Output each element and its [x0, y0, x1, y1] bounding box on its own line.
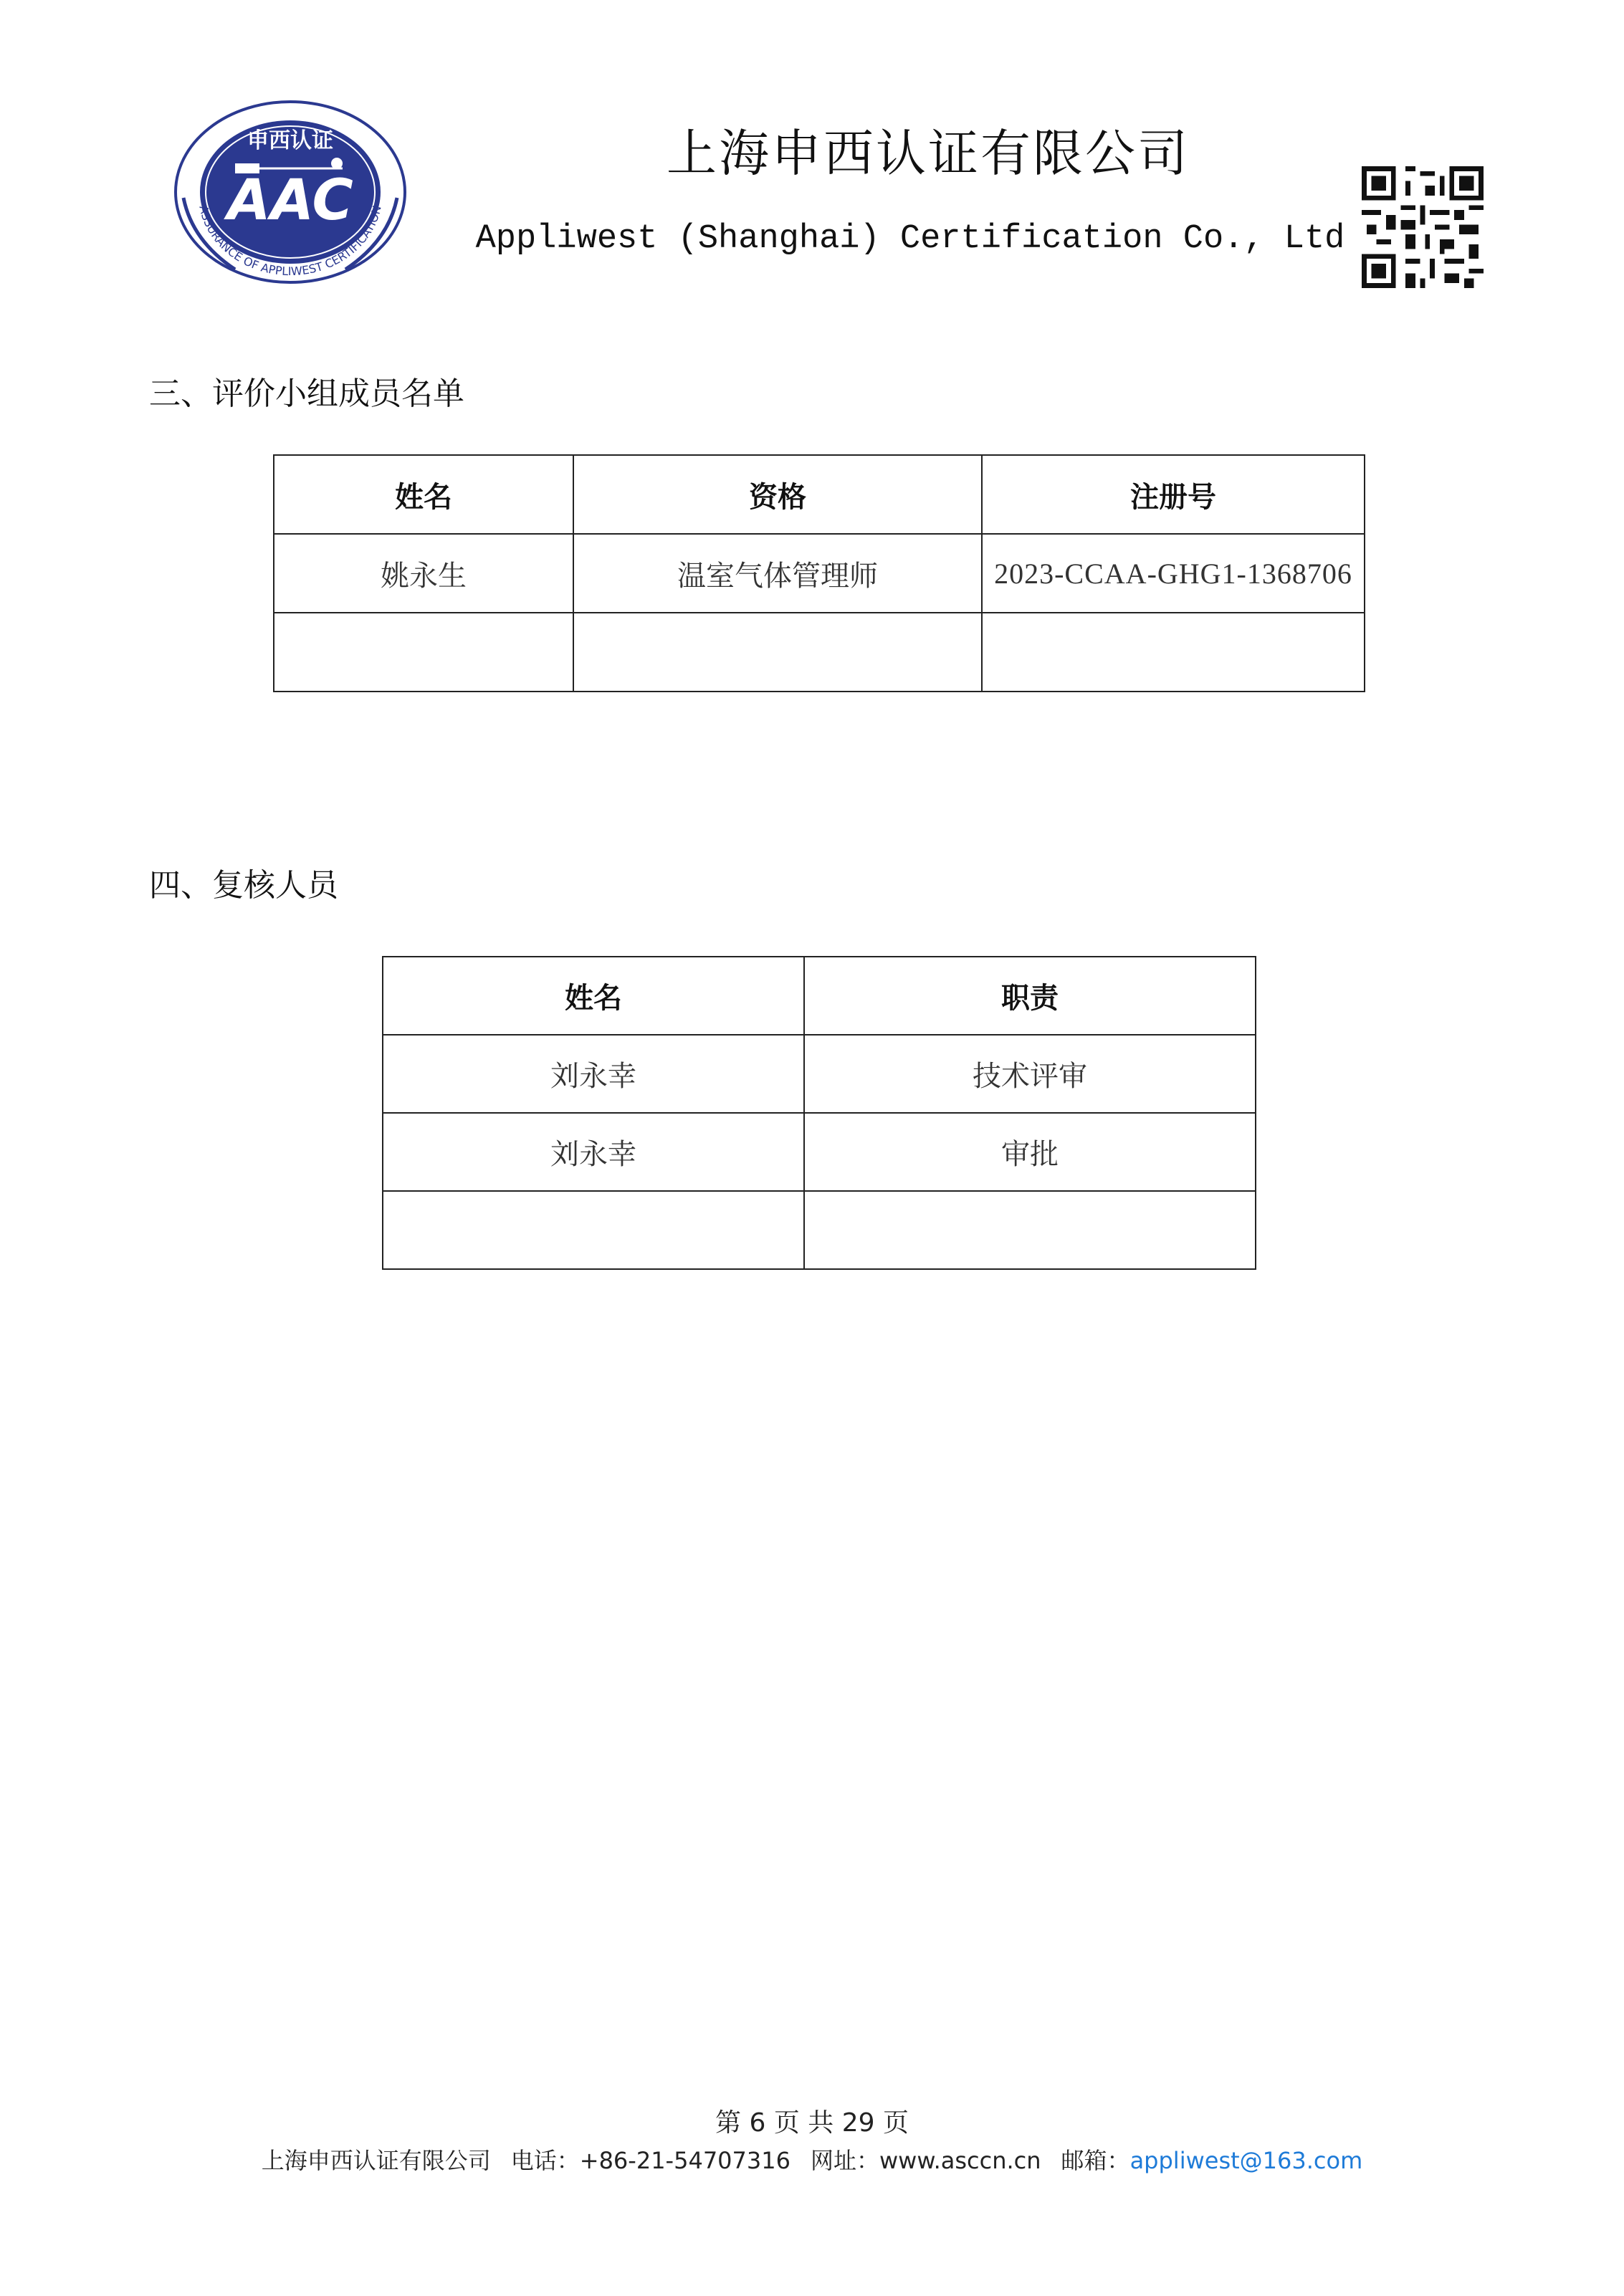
table-row: [274, 613, 1365, 692]
evaluation-team-table: [273, 454, 1365, 692]
cell-responsibility: [804, 1191, 1256, 1269]
footer-phone: 电话：+86-21-54707316: [510, 2147, 790, 2174]
cell-name: 刘永幸: [383, 1035, 804, 1113]
table-row: [383, 1191, 1256, 1269]
cell-registration-no: [982, 613, 1365, 692]
page-number: 第 6 页 共 29 页: [715, 2108, 909, 2138]
cell-responsibility: 技术评审: [804, 1035, 1256, 1113]
table-header-row: [274, 455, 1365, 534]
company-name-en: Appliwest (Shanghai) Certification Co., Ltd: [475, 220, 1345, 258]
footer-website[interactable]: 网址：www.asccn.cn: [810, 2147, 1041, 2174]
cell-qualification: [573, 613, 982, 692]
cell-responsibility: 审批: [804, 1113, 1256, 1191]
footer-email-group: [1061, 2147, 1363, 2174]
table-row: [383, 1113, 1256, 1191]
qr-code-icon: [1362, 166, 1484, 288]
cell-registration-no: 2023-CCAA-GHG1-1368706: [982, 534, 1365, 613]
table-row: [274, 534, 1365, 613]
header-responsibility: 职责: [804, 957, 1256, 1035]
cell-name: [274, 613, 573, 692]
footer-company: 上海申西认证有限公司: [261, 2147, 491, 2174]
cell-name: [383, 1191, 804, 1269]
footer-email-link[interactable]: appliwest@163.com: [1129, 2147, 1363, 2174]
cell-name: 姚永生: [274, 534, 573, 613]
table-header-row: [383, 957, 1256, 1035]
cell-qualification: 温室气体管理师: [573, 534, 982, 613]
company-name-cn: 上海申西认证有限公司: [667, 124, 1190, 183]
aac-logo: [171, 97, 410, 287]
footer-contact: [0, 2144, 1624, 2177]
section-title-evaluation-team: 三、评价小组成员名单: [149, 376, 464, 412]
svg-text:AAC: AAC: [227, 168, 353, 233]
section-title-reviewers: 四、复核人员: [149, 867, 338, 904]
header-qualification: 资格: [573, 455, 982, 534]
header-name: 姓名: [274, 455, 573, 534]
svg-text:申西认证: 申西认证: [247, 128, 333, 153]
cell-name: 刘永幸: [383, 1113, 804, 1191]
header-registration-no: 注册号: [982, 455, 1365, 534]
footer-email-label: 邮箱：: [1061, 2147, 1130, 2174]
reviewers-table: [382, 956, 1256, 1270]
header-name: 姓名: [383, 957, 804, 1035]
table-row: [383, 1035, 1256, 1113]
svg-text:ASSURANCE OF APPLIWEST CERTIFI: ASSURANCE OF APPLIWEST CERTIFICATION: [196, 204, 384, 279]
